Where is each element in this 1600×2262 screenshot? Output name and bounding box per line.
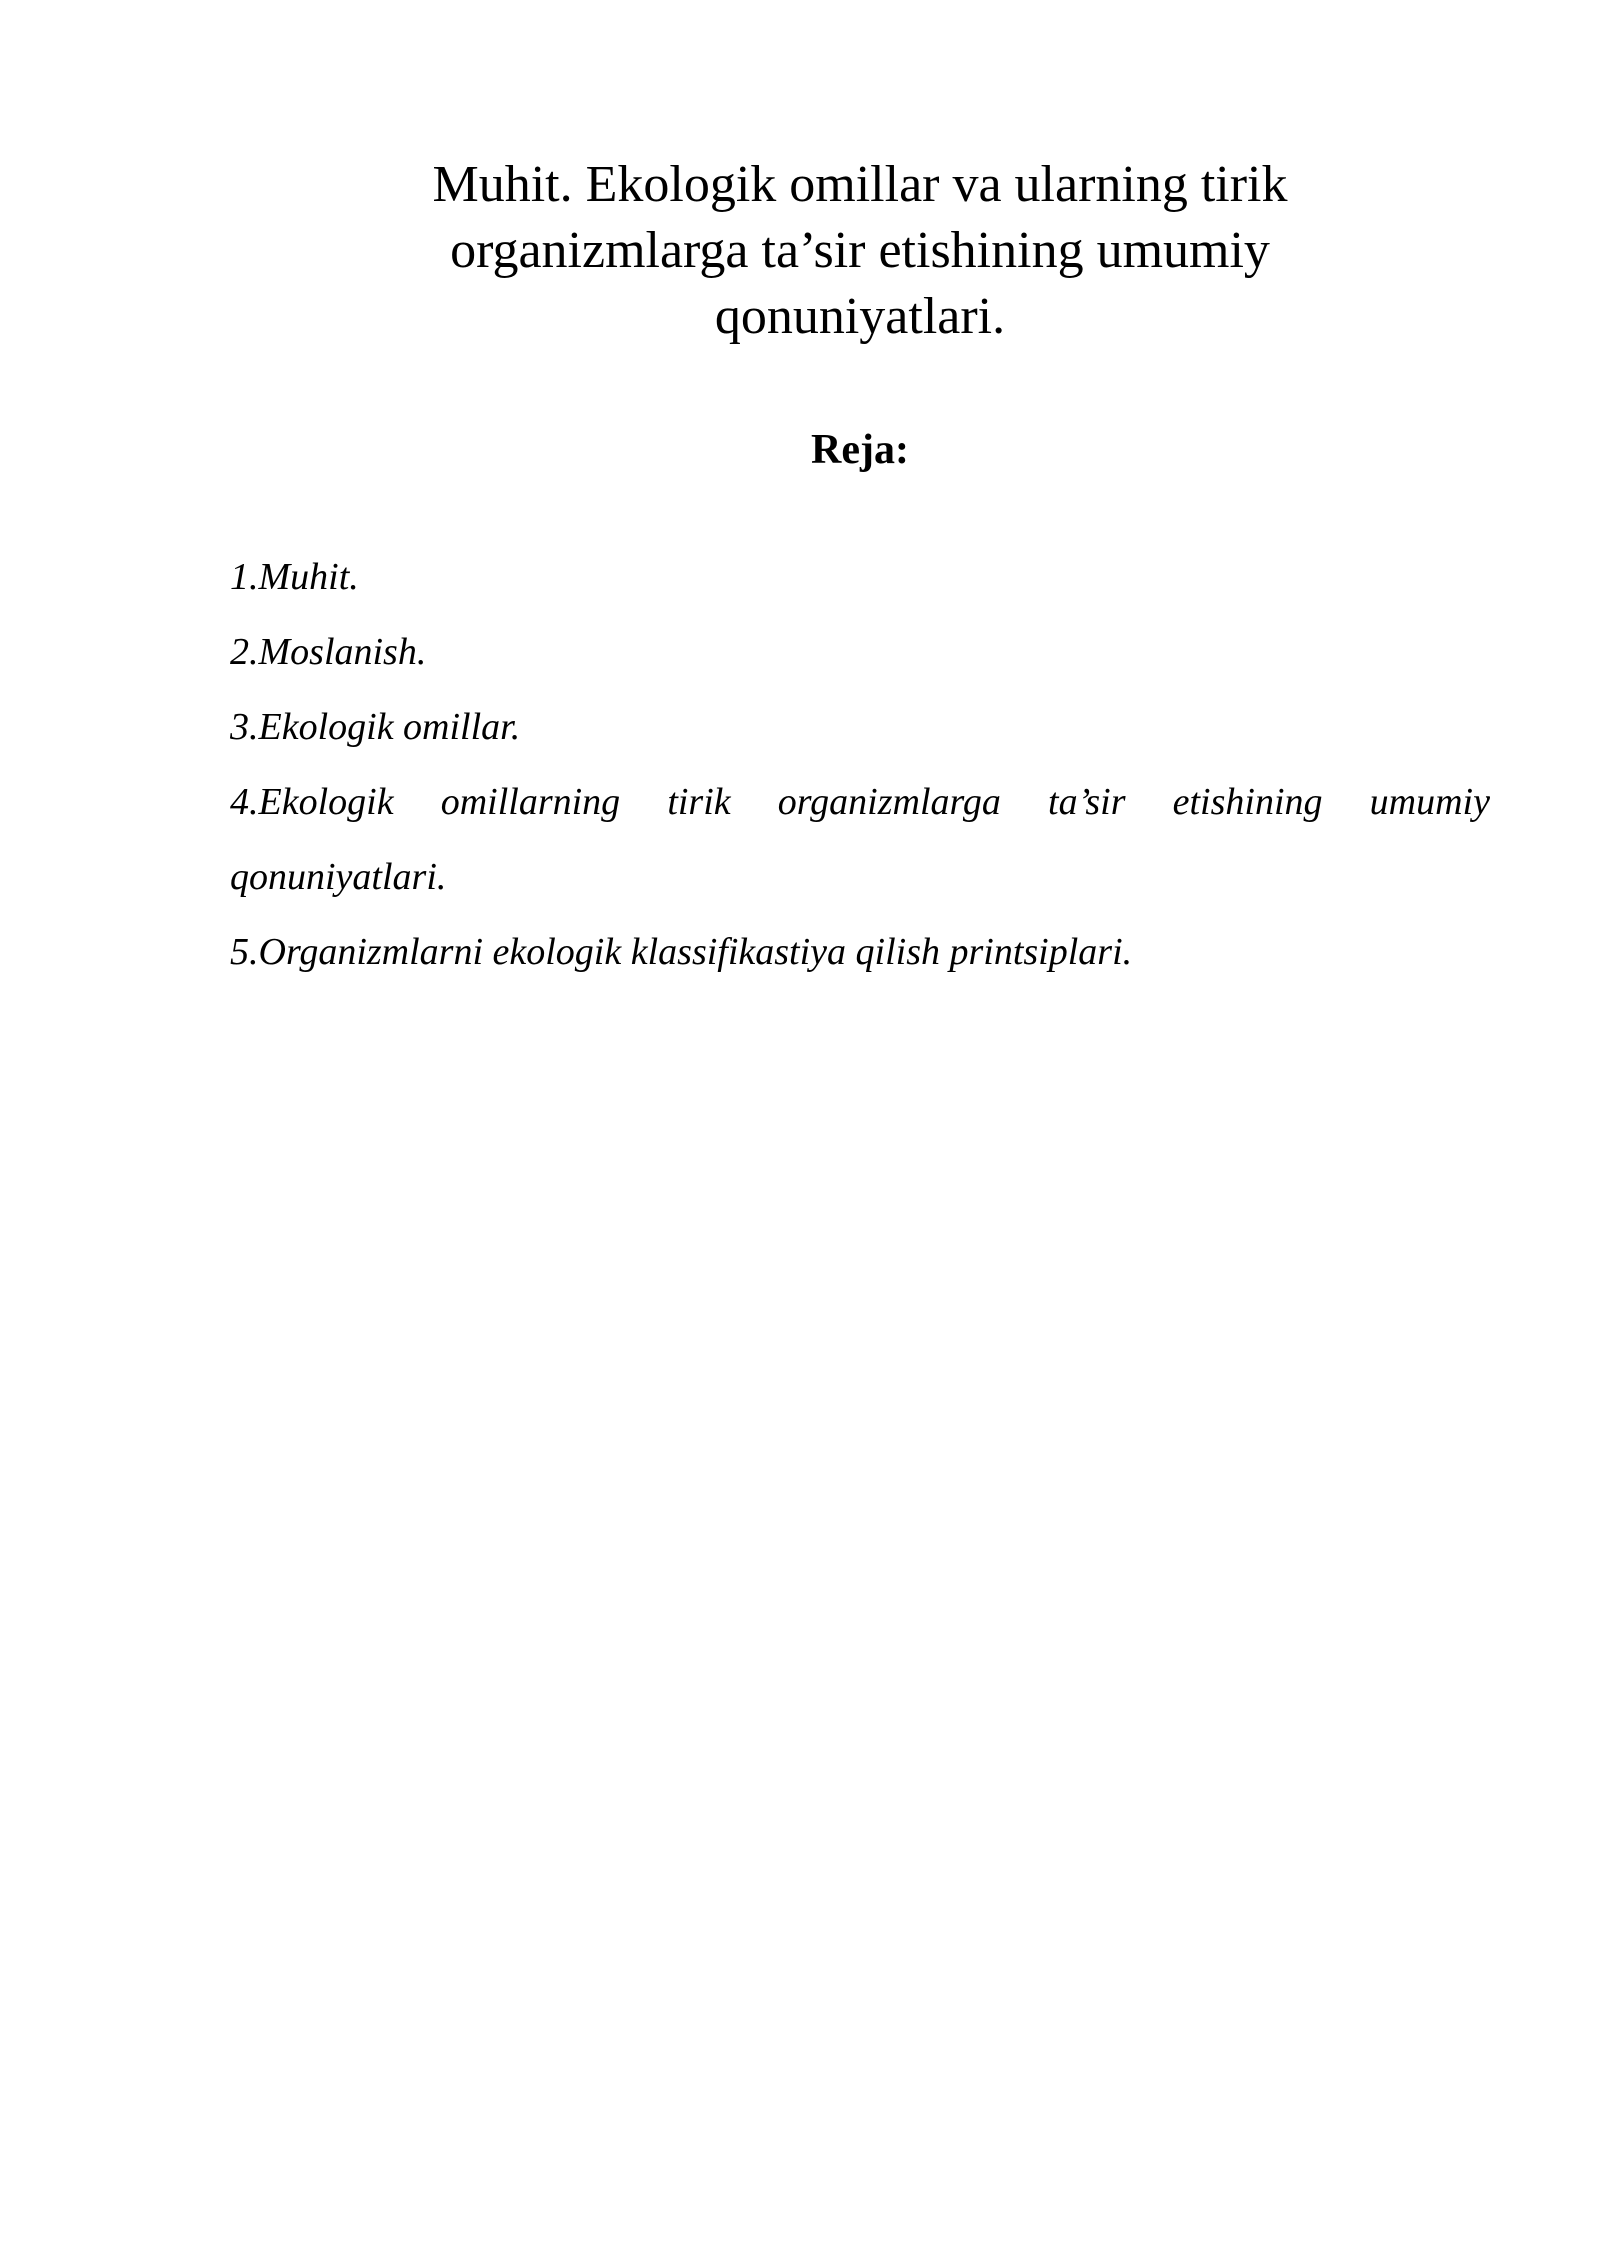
plan-item-2: 2.Moslanish. [230,631,427,673]
plan-item-4-word: tirik [667,781,731,823]
plan-item-3: 3.Ekologik omillar. [230,706,521,748]
document-title [330,152,1390,350]
plan-item-4-word: 4.Ekologik [230,781,394,823]
plan-item-4-word: ta’sir [1048,781,1126,823]
plan-list [230,540,1490,990]
plan-heading: Reja: [811,427,909,473]
title-line-2: organizmlarga ta’sir etishining umumiy [450,222,1270,279]
plan-item-4-word: omillarning [440,781,621,823]
plan-item-5: 5.Organizmlarni ekologik klassifikastiya qilish printsiplari. [230,931,1133,973]
plan-item-4-line-1 [230,765,1490,840]
title-line-3: qonuniyatlari. [714,288,1006,345]
title-line-1: Muhit. Ekologik omillar va ularning tirik [432,156,1288,213]
plan-item-4-line-2: qonuniyatlari. [230,856,447,898]
plan-item-1: 1.Muhit. [230,556,359,598]
plan-item-4-word: etishining [1172,781,1323,823]
plan-item-4-word: umumiy [1369,781,1490,823]
plan-item-4-word: organizmlarga [777,781,1001,823]
